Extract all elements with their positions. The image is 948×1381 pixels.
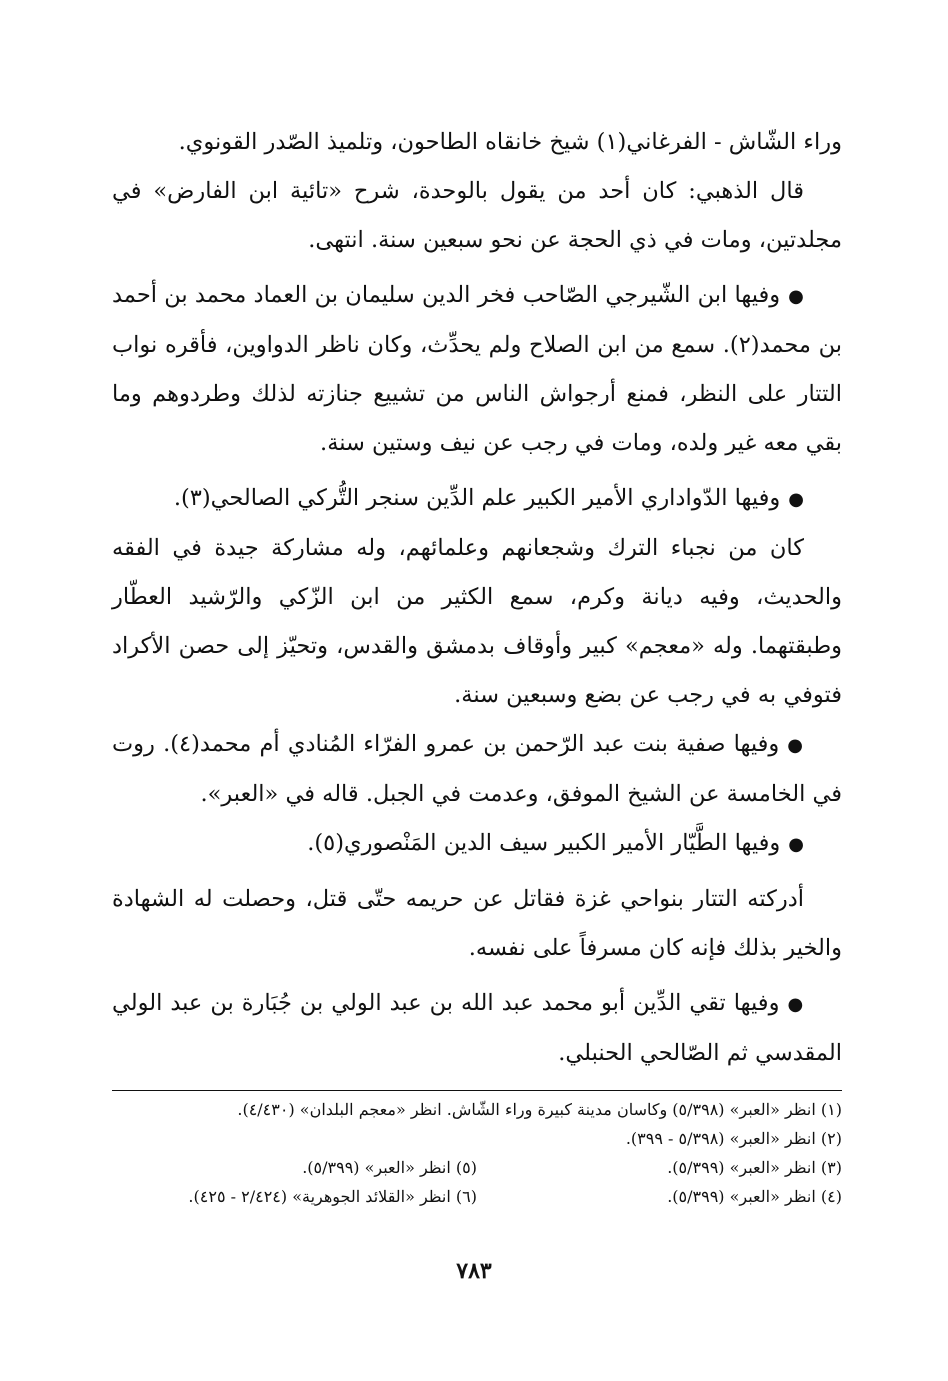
paragraph-text: وفيها صفية بنت عبد الرّحمن بن عمرو الفرّاء المُنادي أم محمد(٤). روت في الخامسة عن الشيخ الموفق، وعدمت في الجبل. قاله في «العبر». <box>112 731 842 807</box>
bullet-icon: ● <box>788 286 804 307</box>
paragraph-4 <box>112 474 842 524</box>
footnote-1: (١) انظر «العبر» (٥/٣٩٨) وكاسان مدينة كبيرة وراء الشّاش. انظر «معجم البلدان» (٤/٤٣٠). <box>237 1100 842 1119</box>
bullet-icon: ● <box>787 735 804 756</box>
footnote-2: (٢) انظر «العبر» (٥/٣٩٨ - ٣٩٩). <box>625 1129 842 1148</box>
paragraph-text: وراء الشّاش - الفرغاني(١) شيخ خانقاه الطاحون، وتلميذ الصّدر القونوي. <box>178 129 842 155</box>
paragraph-3 <box>112 271 842 468</box>
paragraph-9 <box>112 979 842 1078</box>
footnote-5: (٥) انظر «العبر» (٥/٣٩٩). <box>302 1158 477 1177</box>
footnotes <box>112 1090 842 1211</box>
paragraph-text: وفيها الدّواداري الأمير الكبير علم الدِّين سنجر التُّركي الصالحي(٣). <box>173 485 781 511</box>
paragraph-text: وفيها تقي الدِّين أبو محمد عبد الله بن عبد الولي بن جُبَارة بن عبد الولي المقدسي ثم الصّالحي الحنبلي. <box>112 990 842 1066</box>
paragraph-1 <box>112 118 842 167</box>
page-number: ٧٨٣ <box>456 1258 492 1284</box>
paragraph-7 <box>112 819 842 869</box>
paragraph-text: أدركته التتار بنواحي غزة فقاتل عن حريمه حتّى قتل، وحصلت له الشهادة والخير بذلك فإنه كان مسرفاً على نفسه. <box>112 886 842 961</box>
bullet-icon: ● <box>788 834 804 855</box>
paragraph-text: وفيها ابن الشّيرجي الصّاحب فخر الدين سليمان بن العماد محمد بن أحمد بن محمد(٢). سمع من ابن الصلاح ولم يحدِّث، وكان ناظر الدواوين، فأقره نواب التتار على النظر، فمنع أرجواش الناس من تشييع جنازته لذلك وطردوهم وما بقي معه غير ولده، ومات في رجب عن نيف وستين سنة. <box>112 282 842 456</box>
paragraph-8 <box>112 875 842 973</box>
main-text <box>112 118 842 1078</box>
footnote-4: (٤) انظر «العبر» (٥/٣٩٩). <box>667 1187 842 1206</box>
paragraph-text: كان من نجباء الترك وشجعانهم وعلمائهم، وله مشاركة جيدة في الفقه والحديث، وفيه ديانة وكرم، سمع الكثير من ابن الزّكي والرّشيد العطّار وطبقتهما. وله «معجم» كبير وأوقاف بدمشق والقدس، وتحيّز إلى حصن الأكراد فتوفي به في رجب عن بضع وسبعين سنة. <box>112 535 842 708</box>
bullet-icon: ● <box>788 489 804 510</box>
footnote-3: (٣) انظر «العبر» (٥/٣٩٩). <box>667 1158 842 1177</box>
paragraph-2 <box>112 167 842 265</box>
footnote-6: (٦) انظر «القلائد الجوهرية» (٢/٤٢٤ - ٤٢٥). <box>188 1187 477 1206</box>
footnote-row <box>112 1153 842 1182</box>
bullet-icon: ● <box>787 994 804 1015</box>
paragraph-5 <box>112 524 842 720</box>
paragraph-text: وفيها الطَّيّار الأمير الكبير سيف الدين المَنْصوري(٥). <box>307 830 781 856</box>
paragraph-6 <box>112 720 842 819</box>
paragraph-text: قال الذهبي: كان أحد من يقول بالوحدة، شرح «تائية ابن الفارض» في مجلدتين، ومات في ذي الحجة عن نحو سبعين سنة. انتهى. <box>112 178 842 253</box>
footnote-row <box>112 1182 842 1211</box>
